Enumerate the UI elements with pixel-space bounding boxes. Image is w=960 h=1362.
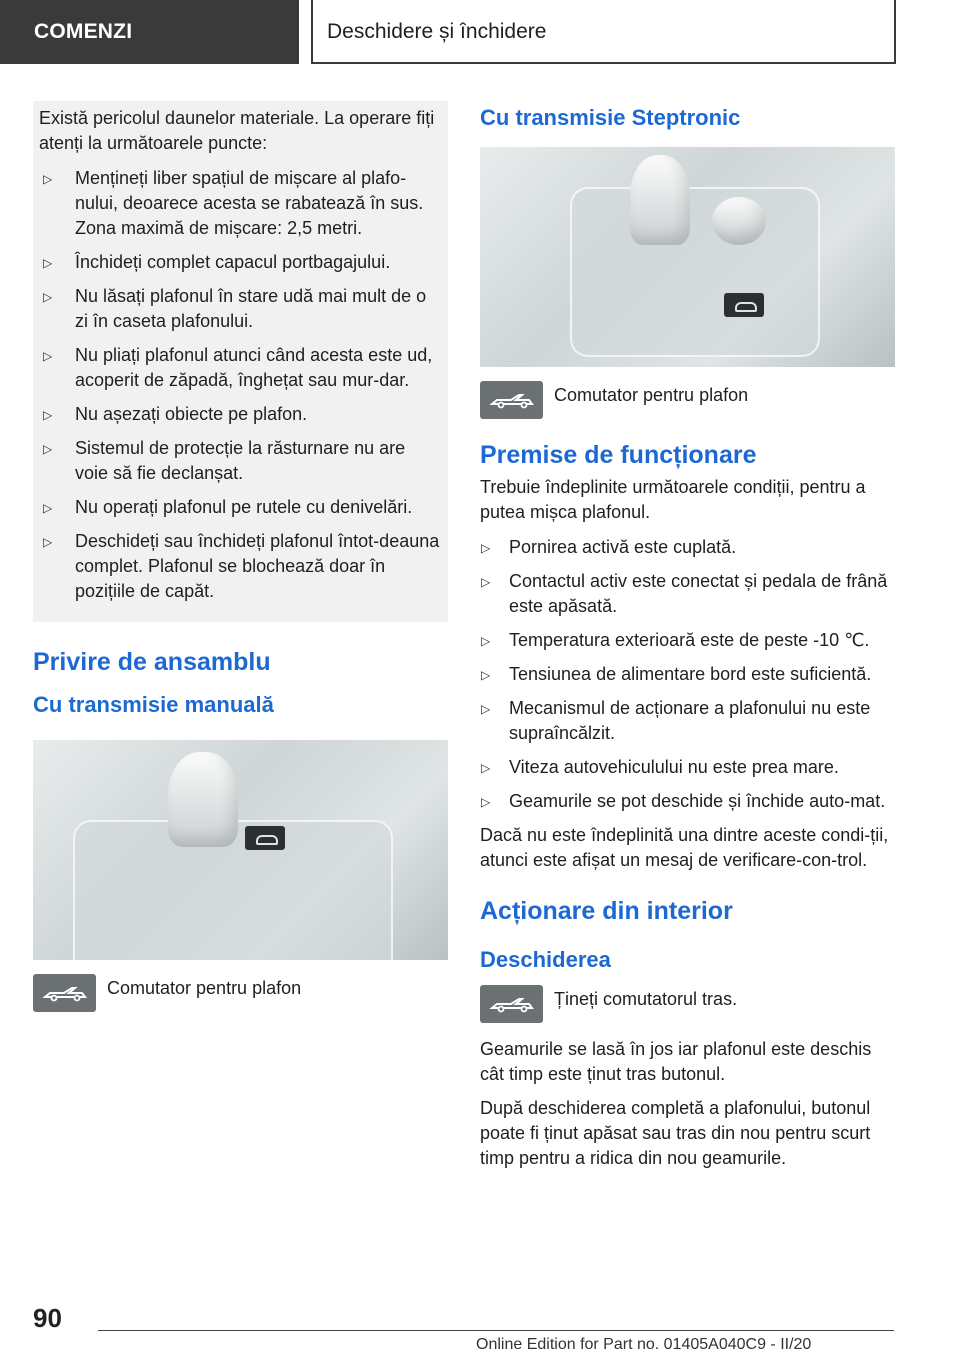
- footer-divider: [98, 1330, 894, 1331]
- triangle-right-icon: ▷: [43, 172, 53, 186]
- list-item: ▷ Temperatura exterioară este de peste -10 ℃.: [480, 628, 895, 653]
- list-item: ▷ Nu pliați plafonul atunci când acesta este ud, acoperit de zăpadă, înghețat sau mur‐dar.: [43, 345, 433, 390]
- steptronic-caption-row: [480, 381, 895, 419]
- note-list: [39, 166, 442, 604]
- page-number: 90: [33, 1303, 62, 1333]
- triangle-right-icon: ▷: [481, 761, 491, 775]
- convertible-car-icon: [480, 381, 543, 419]
- triangle-right-icon: ▷: [481, 634, 491, 648]
- premise-outro: Dacă nu este îndeplinită una dintre aceste condi‐ții, atunci este afișat un mesaj de verificare-con‐trol.: [480, 825, 889, 870]
- roof-switch-image: [724, 293, 764, 317]
- manual-gear-photo: [33, 740, 448, 960]
- opening-para-1: Geamurile se lasă în jos iar plafonul este deschis cât timp este ținut tras butonul.: [480, 1039, 872, 1084]
- caption: Comutator pentru plafon: [107, 978, 302, 998]
- list-item: ▷ Pornirea activă este cuplată.: [480, 535, 895, 560]
- list-item: ▷ Nu operați plafonul pe rutele cu denivelări.: [39, 495, 442, 520]
- manual-caption-row: [33, 974, 448, 1012]
- caption: Comutator pentru plafon: [554, 385, 749, 405]
- opening-instruction-row: [480, 985, 895, 1023]
- premise-intro: Trebuie îndeplinite următoarele condiții, pentru a putea mișca plafonul.: [480, 477, 866, 522]
- convertible-car-icon: [33, 974, 96, 1012]
- triangle-right-icon: ▷: [43, 256, 53, 270]
- triangle-right-icon: ▷: [43, 408, 53, 422]
- triangle-right-icon: ▷: [43, 535, 53, 549]
- triangle-right-icon: ▷: [481, 668, 491, 682]
- triangle-right-icon: ▷: [481, 702, 491, 716]
- triangle-right-icon: ▷: [43, 442, 53, 456]
- heading-overview: Privire de ansamblu: [33, 648, 271, 676]
- heading-manual: Cu transmisie manuală: [33, 692, 274, 717]
- triangle-right-icon: ▷: [43, 349, 53, 363]
- heading-premise: Premise de funcționare: [480, 441, 757, 469]
- list-item: ▷ Nu lăsați plafonul în stare udă mai mult de o zi în caseta plafonului.: [43, 286, 427, 331]
- triangle-right-icon: ▷: [481, 795, 491, 809]
- list-item: ▷ Tensiunea de alimentare bord este suficientă.: [480, 662, 895, 687]
- triangle-right-icon: ▷: [43, 501, 53, 515]
- list-item: ▷ Nu așezați obiecte pe plafon.: [39, 402, 442, 427]
- heading-opening: Deschiderea: [480, 947, 611, 972]
- triangle-right-icon: ▷: [481, 575, 491, 589]
- instruction: Țineți comutatorul tras.: [554, 989, 738, 1009]
- heading-steptronic: Cu transmisie Steptronic: [480, 105, 741, 130]
- steptronic-photo: [480, 147, 895, 367]
- warning-note: [33, 101, 448, 622]
- right-column: [480, 101, 895, 1171]
- list-item: ▷ Închideți complet capacul portbagajului.: [39, 250, 442, 275]
- list-item: ▷ Geamurile se pot deschide și închide auto‐mat.: [480, 789, 895, 814]
- premise-list: [480, 535, 895, 814]
- list-item: ▷ Mențineți liber spațiul de mișcare al plafo‐nului, deoarece acesta se rabatează în sus. Zona maximă de mișcare: 2,5 metri.: [43, 168, 424, 238]
- triangle-right-icon: ▷: [481, 541, 491, 555]
- left-column: [33, 101, 448, 1012]
- list-item: ▷ Deschideți sau închideți plafonul întot‐deauna complet. Plafonul se blochează doar în pozițiile de capăt.: [43, 531, 440, 601]
- edition-note: Online Edition for Part no. 01405A040C9 - II/20: [476, 1336, 812, 1353]
- triangle-right-icon: ▷: [43, 290, 53, 304]
- heading-interior: Acționare din interior: [480, 897, 733, 925]
- section-tab: COMENZI: [0, 0, 299, 64]
- list-item: ▷ Mecanismul de acționare a plafonului nu este supraîncălzit.: [481, 698, 871, 743]
- list-item: ▷ Sistemul de protecție la răsturnare nu are voie să fie declanșat.: [43, 438, 406, 483]
- convertible-car-icon: [480, 985, 543, 1023]
- roof-switch-image: [245, 826, 285, 850]
- opening-para-2: După deschiderea completă a plafonului, butonul poate fi ținut apăsat sau tras din nou pentru scurt timp pentru a ridica din nou geamurile.: [480, 1098, 871, 1168]
- chapter-title: Deschidere și închidere: [311, 0, 896, 64]
- list-item: ▷ Viteza autovehiculului nu este prea mare.: [480, 755, 895, 780]
- note-intro: Există pericolul daunelor materiale. La operare fiți atenți la următoarele puncte:: [39, 108, 435, 153]
- list-item: ▷ Contactul activ este conectat și pedala de frână este apăsată.: [481, 571, 888, 616]
